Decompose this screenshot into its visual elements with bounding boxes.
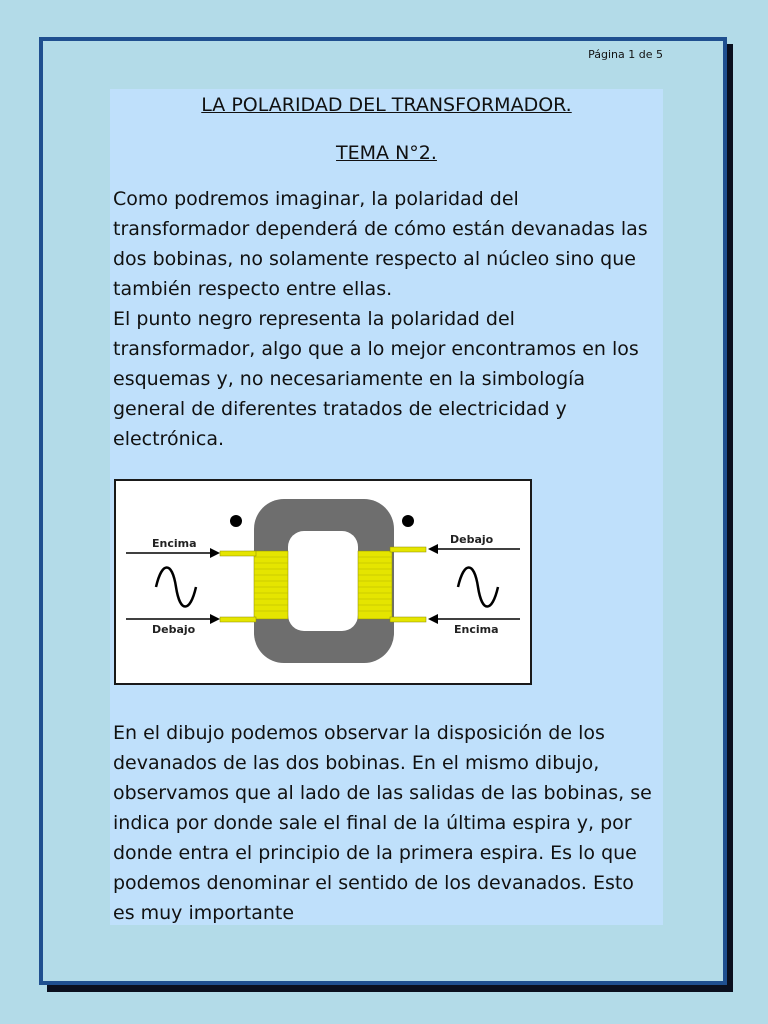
transformer-diagram: [116, 481, 530, 683]
document-page: [39, 37, 727, 985]
left-top-lead: [220, 551, 256, 556]
label-right-top: Debajo: [450, 533, 494, 546]
left-coil: [254, 551, 288, 619]
right-bottom-lead: [390, 617, 426, 622]
page-number: Página 1 de 5: [588, 48, 663, 61]
right-top-lead: [390, 547, 426, 552]
document-subtitle: TEMA N°2.: [336, 142, 437, 164]
paragraph-1: Como podremos imaginar, la polaridad del transformador dependerá de cómo están devanadas las dos bobinas, no solamente respecto al núcleo sino que también respecto entre ellas.: [113, 188, 648, 300]
left-polarity-dot: [230, 515, 242, 527]
paragraph-3: En el dibujo podemos observar la disposición de los devanados de las dos bobinas. En el mismo dibujo, observamos que al lado de las salidas de las bobinas, se indica por donde sale el final de la última espira y, por donde entra el principio de la primera espira. Es lo que podemos denominar el sentido de los devanados. Esto es muy importante: [113, 722, 652, 924]
core-window: [288, 531, 358, 631]
right-polarity-dot: [402, 515, 414, 527]
document-title: LA POLARIDAD DEL TRANSFORMADOR.: [201, 94, 572, 116]
intro-text: [113, 184, 658, 454]
right-coil: [358, 551, 392, 619]
transformer-figure: [114, 479, 532, 685]
label-left-top: Encima: [152, 537, 197, 550]
paragraph-2: El punto negro representa la polaridad del transformador, algo que a lo mejor encontramos en los esquemas y, no necesariamente en la simbología general de diferentes tratados de electricidad y electrónica.: [113, 308, 639, 450]
label-right-bottom: Encima: [454, 623, 499, 636]
content-area: [110, 89, 663, 925]
right-sine-icon: [458, 568, 498, 607]
label-left-bottom: Debajo: [152, 623, 196, 636]
left-sine-icon: [156, 568, 196, 607]
left-bottom-lead: [220, 617, 256, 622]
